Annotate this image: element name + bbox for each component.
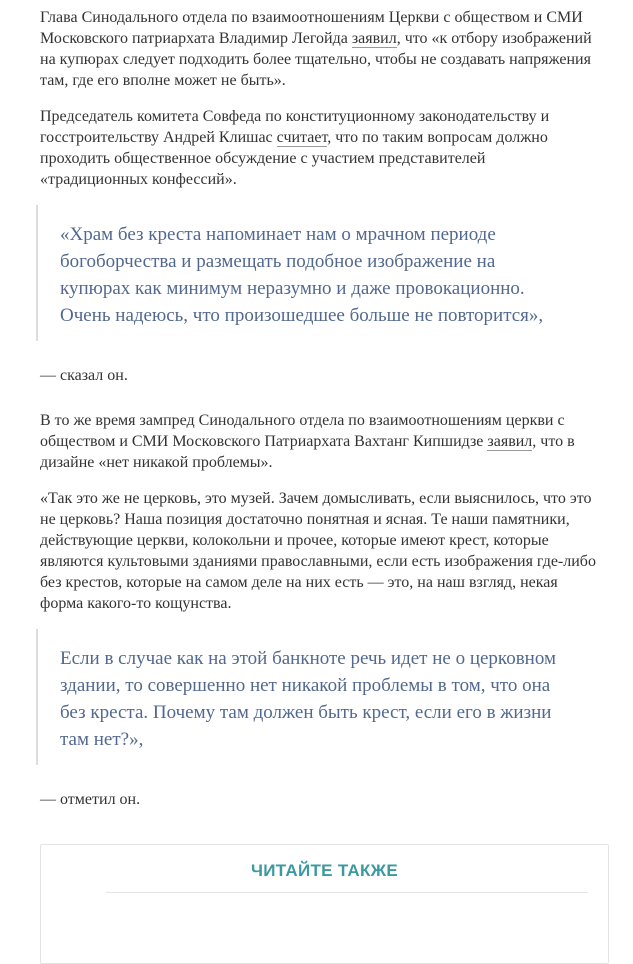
article-paragraph: «Так это же не церковь, это музей. Зачем домысливать, если выяснилось, что это не церковь? Наша позиция достаточно понятная и ясная. Те наши памятники, действующие церкви, колокольни и прочее, которые имеют крест, которые являются культовыми зданиями православными, если есть изображения где-либо без крестов, которые на самом деле на них есть — это, на наш взгляд, некая форма какого-то кощунства. bbox=[40, 490, 596, 612]
article-paragraph bbox=[40, 7, 597, 91]
pull-quote-text: Если в случае как на этой банкноте речь идет не о церковном здании, то совершенно нет никакой проблемы в том, что она без креста. Почему там должен быть крест, если его в жизни там нет?», bbox=[60, 648, 557, 750]
inline-link[interactable]: заявил bbox=[487, 433, 533, 450]
inline-link[interactable]: заявил bbox=[351, 30, 397, 47]
quote-attribution: — отметил он. bbox=[40, 791, 141, 808]
paragraph-text: , что по таким вопросам должно проходить общественное обсуждение с участием представителей «традиционных конфессий». bbox=[40, 129, 548, 188]
pull-quote-text: «Храм без креста напоминает нам о мрачном периоде богоборчества и размещать подобное изображение на купюрах как минимум неразумно и даже провокационно. Очень надеюсь, что произошедшее больше не повторится», bbox=[60, 224, 544, 326]
paragraph-text: , что в дизайне «нет никакой проблемы». bbox=[40, 433, 575, 471]
pull-quote bbox=[36, 205, 593, 341]
paragraph-text: В то же время зампред Синодального отдела по взаимоотношениям церкви с обществом и СМИ Московского Патриархата Вахтанг Кипшидзе bbox=[40, 412, 565, 450]
pull-quote bbox=[36, 629, 593, 765]
paragraph-text: Глава Синодального отдела по взаимоотношениям Церкви с обществом и СМИ Московского патриархата Владимир Легойда bbox=[40, 9, 583, 47]
inline-link[interactable]: считает bbox=[276, 129, 328, 146]
article-paragraph bbox=[40, 106, 597, 190]
read-also-divider bbox=[106, 892, 588, 893]
article-paragraph bbox=[40, 410, 597, 473]
paragraph-text: , что «к отбору изображений на купюрах следует подходить более тщательно, чтобы не создавать напряжения там, где его вполне может не быть». bbox=[40, 30, 592, 89]
read-also-section bbox=[40, 844, 609, 964]
paragraph-text: Председатель комитета Совфеда по конституционному законодательству и госстроительству Андрей Клишас bbox=[40, 108, 550, 146]
quote-attribution: — сказал он. bbox=[40, 367, 128, 384]
read-also-title: ЧИТАЙТЕ ТАКЖЕ bbox=[251, 861, 398, 880]
